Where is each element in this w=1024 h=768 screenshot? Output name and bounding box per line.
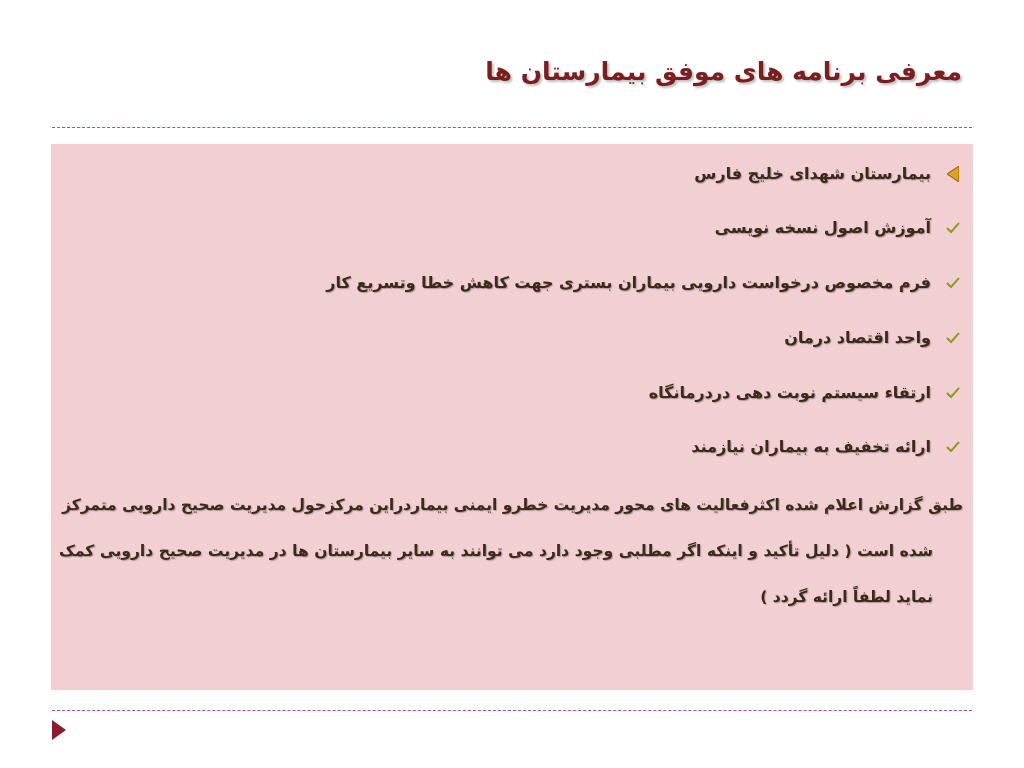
checkmark-icon: [945, 383, 961, 403]
checkmark-icon: [945, 437, 961, 457]
list-item: [51, 427, 973, 467]
slide-title: معرفی برنامه های موفق بیمارستان ها: [485, 57, 962, 86]
paragraph-line-1: طبق گزارش اعلام شده اکثرفعالیت های محور مدیریت خطرو ایمنی بیماردراین مرکزحول مدیریت صحیح دارویی متمرکز: [62, 496, 963, 514]
summary-paragraph: [59, 482, 963, 620]
checkmark-icon: [945, 218, 961, 238]
list-item: [51, 208, 973, 248]
checkmark-icon: [945, 328, 961, 348]
list-item: [51, 263, 973, 303]
list-item-label: واحد اقتصاد درمان: [784, 328, 931, 347]
bottom-divider: [52, 710, 972, 711]
list-item-label: ارائه تخفیف به بیماران نیازمند: [691, 437, 931, 456]
list-item-label: ارتقاء سیستم نوبت دهی دردرمانگاه: [648, 383, 931, 402]
triangle-bullet-icon: [945, 164, 961, 184]
play-arrow-icon: [52, 720, 66, 744]
heading-item-label: بیمارستان شهدای خلیج فارس: [694, 164, 931, 183]
content-area: [51, 144, 973, 690]
list-item: [51, 318, 973, 358]
list-heading-item: [51, 154, 973, 194]
paragraph-continuation: شده است ( دلیل تأکید و اینکه اگر مطلبی وجود دارد می توانند به سایر بیمارستان ها در مدیریت صحیح دارویی کمک نماید لطفاً ارائه گردد ): [59, 542, 933, 606]
checkmark-icon: [945, 273, 961, 293]
list-item-label: آموزش اصول نسخه نویسی: [714, 218, 931, 237]
list-item-label: فرم مخصوص درخواست دارویی بیماران بستری جهت کاهش خطا وتسریع کار: [326, 273, 931, 292]
list-item: [51, 373, 973, 413]
top-divider: [52, 127, 972, 128]
